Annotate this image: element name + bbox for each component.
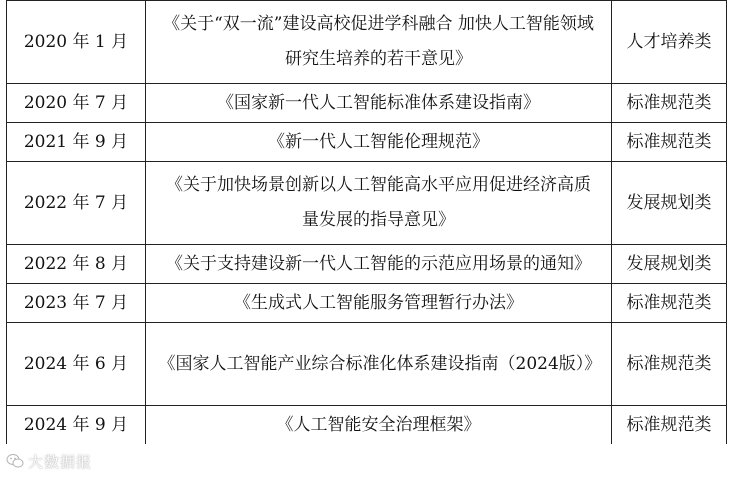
category-cell: 标准规范类 (612, 123, 727, 162)
table-row (7, 245, 727, 284)
category-cell: 标准规范类 (612, 323, 727, 406)
title-cell (146, 84, 612, 123)
title-cell (146, 323, 612, 406)
table-row (7, 323, 727, 406)
date-cell: 2020 年 1 月 (7, 1, 146, 84)
date-cell: 2023 年 7 月 (7, 284, 146, 323)
watermark-text: 大数据报 (28, 452, 93, 471)
category-cell: 标准规范类 (612, 84, 727, 123)
title-cell (146, 406, 612, 445)
policy-table (6, 0, 727, 444)
policy-title: 《关于支持建设新一代人工智能的示范应用场景的通知》 (166, 253, 591, 274)
date-cell: 2024 年 9 月 (7, 406, 146, 445)
title-cell (146, 123, 612, 162)
title-cell (146, 245, 612, 284)
table-row (7, 284, 727, 323)
category-cell: 发展规划类 (612, 162, 727, 245)
policy-title: 《国家人工智能产业综合标准化体系建设指南（2024版）》 (158, 353, 602, 374)
category-cell: 标准规范类 (612, 284, 727, 323)
table-row (7, 84, 727, 123)
title-cell (146, 162, 612, 245)
category-cell: 标准规范类 (612, 406, 727, 445)
policy-title: 《新一代人工智能伦理规范》 (268, 131, 489, 152)
title-cell (146, 284, 612, 323)
table-row (7, 162, 727, 245)
date-cell: 2022 年 7 月 (7, 162, 146, 245)
policy-title: 《人工智能安全治理框架》 (276, 414, 481, 435)
title-cell (146, 1, 612, 84)
policy-title: 《关于加快场景创新以人工智能高水平应用促进经济高质量发展的指导意见》 (166, 175, 591, 230)
date-cell: 2022 年 8 月 (7, 245, 146, 284)
policy-title: 《关于“双一流”建设高校促进学科融合 加快人工智能领域研究生培养的若干意见》 (163, 14, 594, 69)
date-cell: 2024 年 6 月 (7, 323, 146, 406)
table-row (7, 123, 727, 162)
wechat-logo-icon (6, 453, 24, 469)
category-cell: 发展规划类 (612, 245, 727, 284)
category-cell: 人才培养类 (612, 1, 727, 84)
watermark (6, 449, 92, 473)
policy-title: 《国家新一代人工智能标准体系建设指南》 (217, 92, 540, 113)
table-row (7, 406, 727, 445)
table-row (7, 1, 727, 84)
date-cell: 2021 年 9 月 (7, 123, 146, 162)
policy-title: 《生成式人工智能服务管理暂行办法》 (234, 292, 523, 313)
date-cell: 2020 年 7 月 (7, 84, 146, 123)
